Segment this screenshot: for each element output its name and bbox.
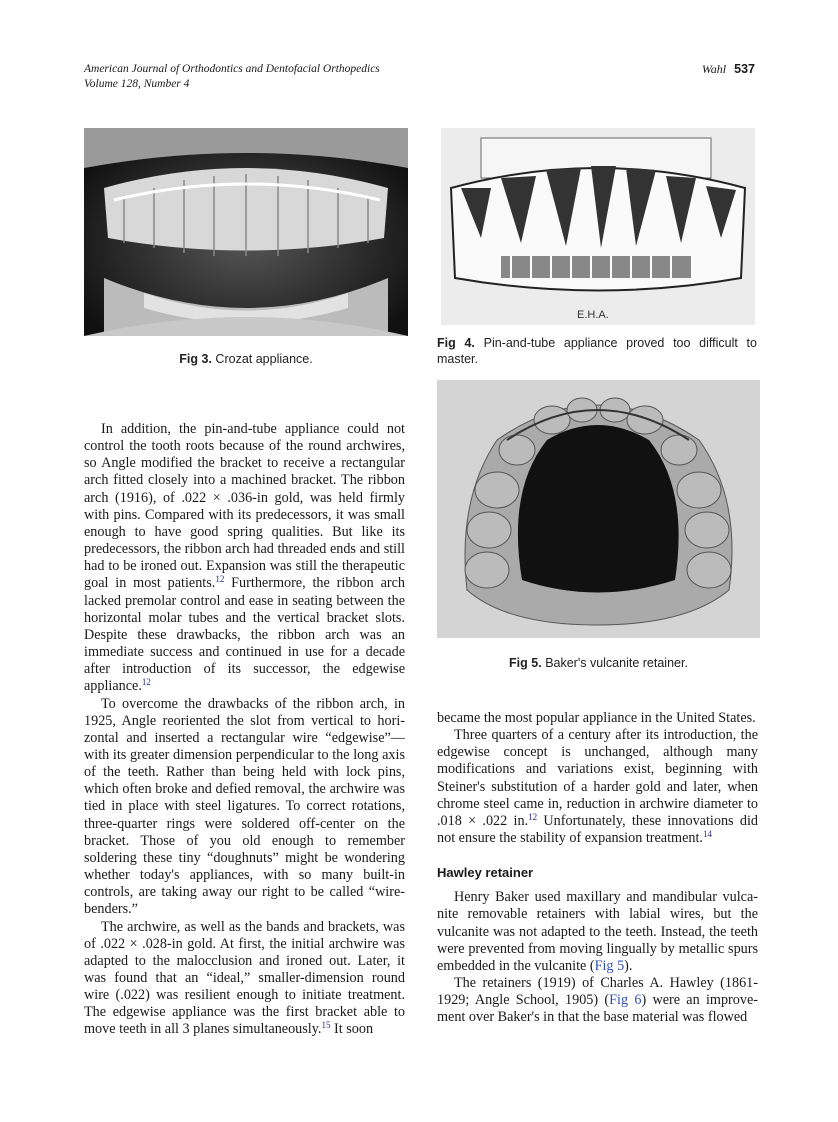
citation-reference[interactable]: 14 <box>702 829 712 840</box>
fig4-caption <box>437 335 757 367</box>
citation-reference[interactable]: 12 <box>528 811 538 822</box>
text-run: In addition, the pin-and-tube appliance could not control the tooth roots because of the round archwires, so Angle modified the bracket to receive a rectangular arch fitted closely into a machined bracket. The ribbon arch (1916), of .022 × .036-in gold, was held firmly with pins. Compared with its predecessors, it was small enough to have good spring qualities. But like its predecessors, the ribbon arch had threaded ends and still had to be ironed out. Expansion was still the therapeutic goal in most patients. <box>84 421 405 592</box>
pin-and-tube-appliance-image <box>441 128 755 325</box>
text-run: Furthermore, the ribbon arch lacked premolar control and ease in seating between the horizontal molar tubes and the vertical bracket slots. Despite these drawbacks, the ribbon arch was an immediate success and continued in use for a decade after introduction of its successor, the edgewise appliance. <box>84 575 405 695</box>
artist-mark: E.H.A. <box>577 309 609 321</box>
fig-label: Fig 3. <box>179 352 212 366</box>
text-run: became the most popular appliance in the United States. <box>437 710 756 726</box>
text-run: To overcome the drawbacks of the ribbon arch, in 1925, Angle reoriented the slot from vertical to hori-zontal and inserted a rectangular wire “edgewise”—with its greater dimension perpendicular to the long axis of the teeth. Rather than being held with lock pins, which often broke and defied removal, the archwire was tied in place with steel ligatures. To correct rotations, three-quarter rings were soldered off-center on the bracket. Those of you old enough to remember soldering these tiny “doughnuts” might be wondering whether today's appliances, with so many built-in controls, are taking away our right to be called “wire-benders.” <box>84 695 405 918</box>
vulcanite-retainer-image <box>437 380 760 638</box>
caption-text: Baker's vulcanite retainer. <box>545 656 688 670</box>
left-column-text <box>84 421 405 1039</box>
caption-text: Pin-and-tube appliance proved too difficult to master. <box>437 336 757 366</box>
text-run: ). <box>624 957 633 974</box>
fig-label: Fig 5. <box>509 656 542 670</box>
text-run: Henry Baker used maxillary and mandibular vulca-nite removable retainers with labial wires, but the vulcanite was not adapted to the teeth. Instead, the teeth were prevented from moving lingually by metallic spurs embedded in the vulcanite ( <box>437 889 758 974</box>
fig5-photo <box>437 380 760 638</box>
right-column-paragraphs-after-heading <box>437 889 758 1026</box>
journal-title: American Journal of Orthodontics and Dentofacial Orthopedics <box>84 63 380 75</box>
citation-reference[interactable]: 12 <box>215 574 225 585</box>
text-run: ) were an improve-ment over Baker's in that the base material was flowed <box>437 992 758 1026</box>
fig3-photo <box>84 128 408 336</box>
text-run: Three quarters of a century after its introduction, the edgewise concept is unchanged, although many modifications and variations exist, beginning with Steiner's substitution of a harder gold and later, when chrome steel came in, reduction in archwire diameter to .018 × .022 in. <box>437 727 758 829</box>
text-run: The archwire, as well as the bands and brackets, was of .022 × .028-in gold. At first, the initial archwire was adapted to the malocclusion and ironed out. Later, it was found that an “ideal,” smaller-dimension round wire (.022) was resilient enough to initiate treatment. The edgewise appliance was the first bracket able to move teeth in all 3 planes simultaneously. <box>84 918 405 1038</box>
citation-reference[interactable]: 15 <box>321 1020 331 1031</box>
body-paragraph <box>84 919 405 1039</box>
fig5-caption <box>437 655 760 671</box>
body-paragraph <box>437 710 758 727</box>
citation-reference[interactable]: 12 <box>141 677 151 688</box>
figure-link[interactable]: Fig 6 <box>609 992 642 1009</box>
text-run: Unfortunately, these innovations did not ensure the stability of expansion treatment. <box>437 812 758 847</box>
body-paragraph <box>84 421 405 696</box>
author-name: Wahl <box>701 62 727 76</box>
figure-link[interactable]: Fig 5 <box>594 957 625 974</box>
body-paragraph <box>437 975 758 1026</box>
crozat-appliance-image <box>84 128 408 336</box>
fig-label: Fig 4. <box>437 336 475 350</box>
body-paragraph <box>84 696 405 919</box>
text-run: The retainers (1919) of Charles A. Hawley (1861-1929; Angle School, 1905) ( <box>437 975 758 1009</box>
right-column-paragraphs <box>437 710 758 847</box>
running-header <box>84 62 380 92</box>
volume-number: Volume 128, Number 4 <box>84 78 190 90</box>
page-header-right <box>702 62 755 77</box>
page-number: 537 <box>734 62 755 76</box>
fig3-caption <box>84 351 408 367</box>
right-column-text <box>437 710 758 1027</box>
text-run: It soon <box>330 1021 374 1038</box>
fig4-drawing <box>441 128 755 325</box>
caption-text: Crozat appliance. <box>215 352 313 366</box>
section-heading: Hawley retainer <box>437 865 534 881</box>
body-paragraph <box>437 727 758 847</box>
body-paragraph <box>437 889 758 975</box>
